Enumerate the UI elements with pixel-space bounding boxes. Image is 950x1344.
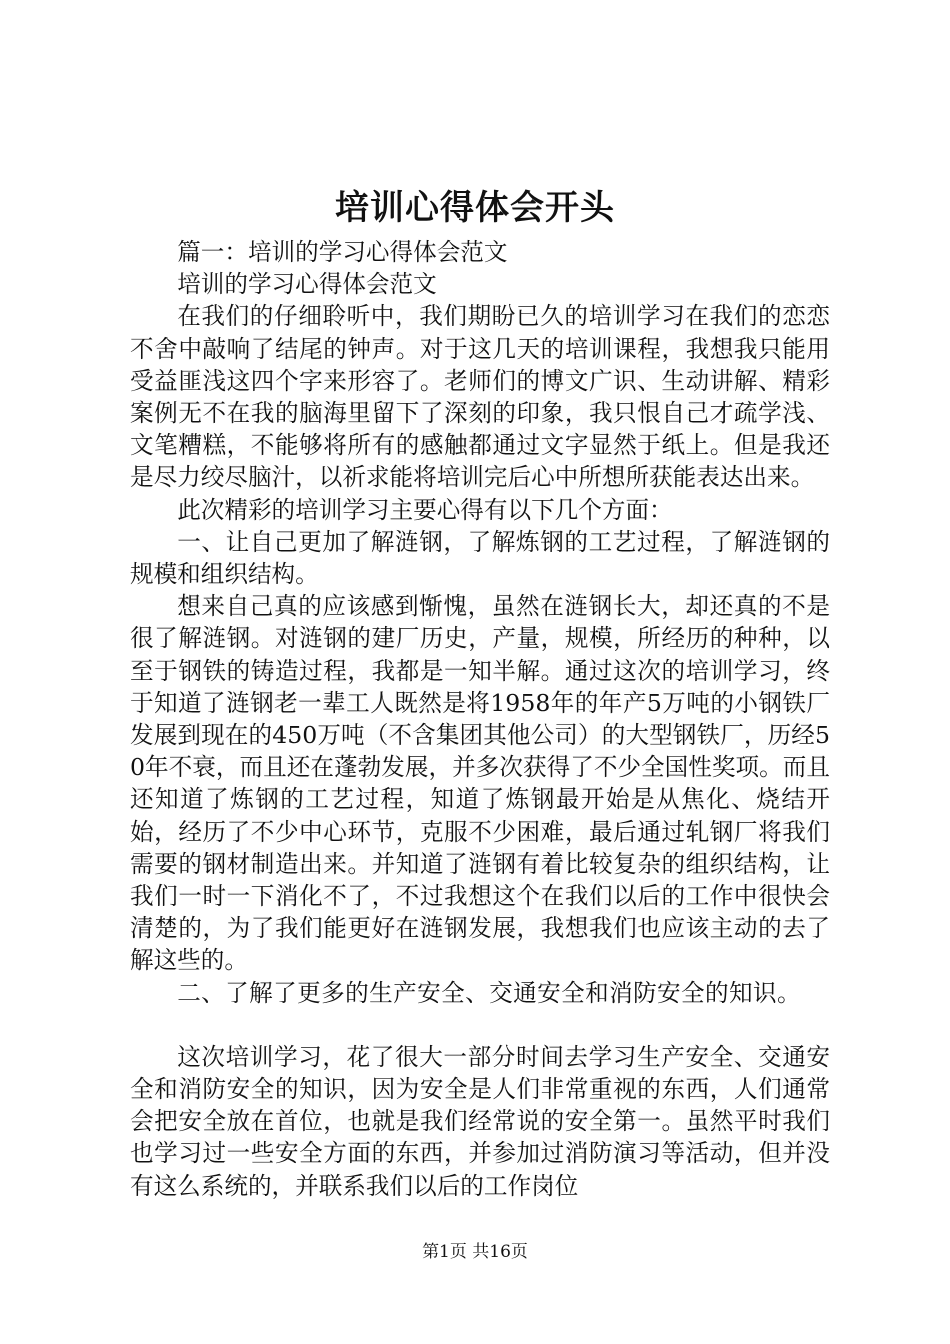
paragraph-summary-lead: 此次精彩的培训学习主要心得有以下几个方面： [177, 495, 673, 524]
paragraph-intro: 在我们的仔细聆听中，我们期盼已久的培训学习在我们的恋恋不舍中敲响了结尾的钟声。对于这几天的培训课程，我想我只能用受益匪浅这四个字来形容了。老师们的博文广识、生动讲解、精彩案例无不在我的脑海里留下了深刻的印象，我只恨自己才疏学浅、文笔糟糕，不能够将所有的感触都通过文字显然于纸上。但是我还是尽力绞尽脑汁，以祈求能将培训完后心中所想所获能表达出来。 [130, 302, 830, 492]
paragraph-section-heading: 篇一：培训的学习心得体会范文 [177, 238, 508, 266]
paragraph-point-one-heading: 一、让自己更加了解涟钢，了解炼钢的工艺过程，了解涟钢的规模和组织结构。 [130, 527, 830, 589]
document-title: 培训心得体会开头 [335, 188, 615, 228]
paragraph-point-two-body: 这次培训学习，花了很大一部分时间去学习生产安全、交通安全和消防安全的知识，因为安全是人们非常重视的东西，人们通常会把安全放在首位，也就是我们经常说的安全第一。虽然平时我们也学习过一些安全方面的东西，并参加过消防演习等活动，但并没有这么系统的，并联系我们以后的工作岗位 [130, 1042, 830, 1200]
paragraph-subheading: 培训的学习心得体会范文 [177, 270, 437, 299]
paragraph-point-two-heading: 二、了解了更多的生产安全、交通安全和消防安全的知识。 [177, 978, 802, 1007]
page-number-footer: 第1页 共16页 [422, 1242, 528, 1262]
paragraph-point-one-body: 想来自己真的应该感到惭愧，虽然在涟钢长大，却还真的不是很了解涟钢。对涟钢的建厂历史，产量，规模，所经历的种种，以至于钢铁的铸造过程，我都是一知半解。通过这次的培训学习，终于知道了涟钢老一辈工人既然是将1958年的年产5万吨的小钢铁厂发展到现在的450万吨（不含集团其他公司）的大型钢铁厂，历经50年不衰，而且还在蓬勃发展，并多次获得了不少全国性奖项。而且还知道了炼钢的工艺过程，知道了炼钢最开始是从焦化、烧结开始，经历了不少中心环节，克服不少困难，最后通过轧钢厂将我们需要的钢材制造出来。并知道了涟钢有着比较复杂的组织结构，让我们一时一下消化不了，不过我想这个在我们以后的工作中很快会清楚的，为了我们能更好在涟钢发展，我想我们也应该主动的去了解这些的。 [130, 592, 830, 975]
document-body [130, 236, 830, 1202]
